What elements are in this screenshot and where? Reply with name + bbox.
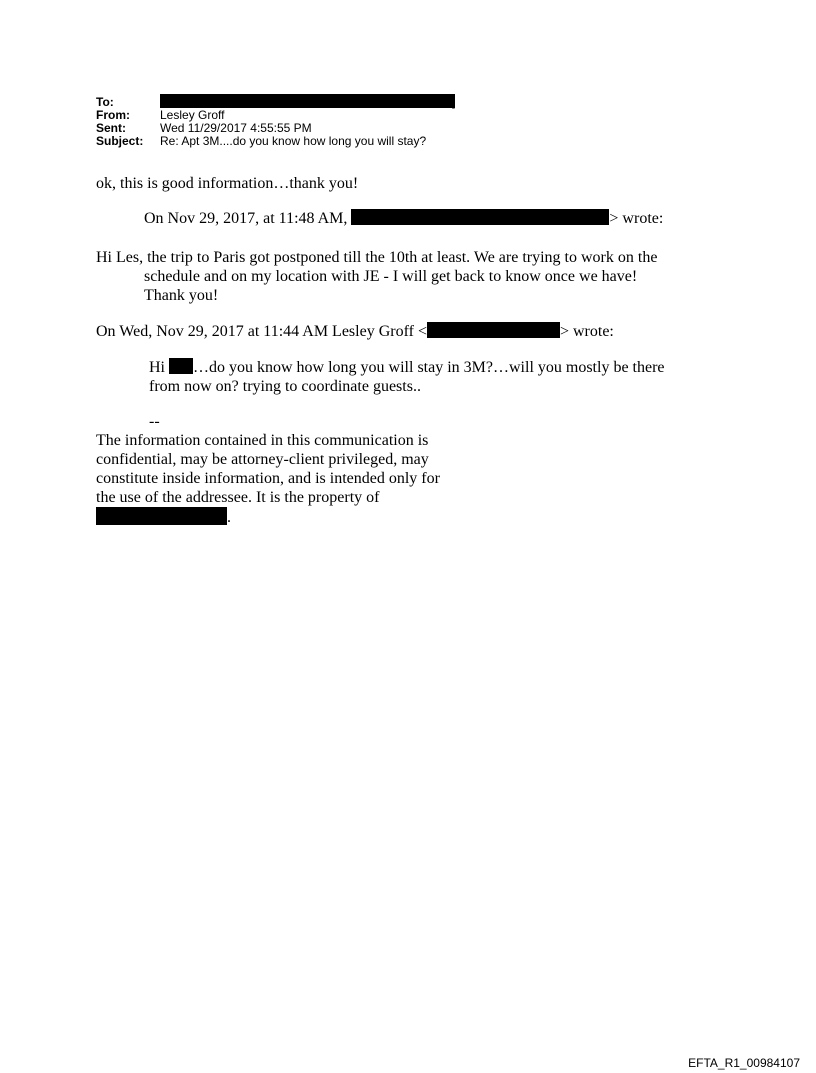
redaction-box: [351, 209, 609, 225]
quote1-intro-text: On Nov 29, 2017, at 11:48 AM,: [144, 210, 348, 227]
quote1-body: [96, 248, 676, 305]
to-label: To:: [96, 95, 114, 109]
quote1-intro-tail: > wrote:: [609, 210, 664, 227]
document-id: EFTA_R1_00984107: [688, 1056, 800, 1070]
from-label: From:: [96, 108, 130, 122]
from-value: Lesley Groff: [160, 108, 225, 122]
quote1-line1: Hi Les, the trip to Paris got postponed till the 10th at least. We are trying to work on the: [96, 249, 658, 266]
disclaimer-text: The information contained in this communication is confidential, may be attorney-client privileged, may constitute inside information, and is intended only for the use of the addressee. It is the property of: [96, 432, 440, 506]
quote2-intro-tail: > wrote:: [559, 323, 614, 340]
sent-label: Sent:: [96, 121, 126, 135]
redaction-box: [169, 358, 193, 374]
reply-text: ok, this is good information…thank you!: [96, 175, 359, 192]
quote1-intro: [144, 209, 663, 228]
redaction-box: [427, 322, 560, 338]
redaction-box: [96, 507, 227, 525]
disclaimer: [96, 431, 456, 527]
subject-value: Re: Apt 3M....do you know how long you will stay?: [160, 134, 427, 148]
quote2-text: …do you know how long you will stay in 3M?…will you mostly be there from now on? trying to coordinate guests..: [149, 359, 665, 395]
quote1-line2: schedule and on my location with JE - I will get back to know once we have!: [144, 268, 638, 285]
subject-label: Subject:: [96, 134, 144, 148]
quote2-intro: [96, 322, 614, 341]
signature-separator: --: [149, 413, 160, 430]
quote2-body: [149, 358, 689, 396]
to-bracket: ]: [452, 94, 456, 109]
redaction-box: [160, 94, 455, 108]
disclaimer-end: .: [227, 509, 231, 526]
quote2-intro-text: On Wed, Nov 29, 2017 at 11:44 AM Lesley Groff <: [96, 323, 427, 340]
quote2-hi: Hi: [149, 359, 165, 376]
sent-value: Wed 11/29/2017 4:55:55 PM: [160, 121, 312, 135]
quote1-line3: Thank you!: [144, 287, 219, 304]
